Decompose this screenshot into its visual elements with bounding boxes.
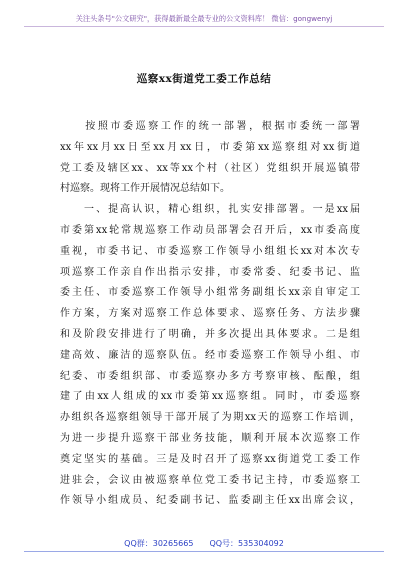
- body-line: 和及阶段安排进行了明确，并多次提出具体要求。二是组: [60, 328, 360, 340]
- body-line: 纪委、市委组织部、市委巡察办多方考察审核、酝酿，组: [60, 370, 360, 382]
- body-line: 委主任、市委巡察工作领导小组常务副组长xx亲自审定工: [60, 287, 360, 299]
- footer-divider: [24, 551, 384, 552]
- document-body: [60, 117, 360, 512]
- body-line: 进驻会，会议由被巡察单位党工委书记主持，市委巡察工: [60, 474, 360, 486]
- footer-contact: QQ群：30265665 QQ号：535304092: [124, 539, 284, 548]
- header-divider: [24, 26, 384, 27]
- body-line: 市委第xx轮常规巡察工作动员部署会召开后，xx市委高度: [60, 224, 360, 236]
- body-line: 作领导小组成员、纪委副书记、监委副主任xx出席会议，: [60, 495, 360, 507]
- body-line: 重视，市委书记、市委巡察工作领导小组组长xx对本次专: [60, 245, 360, 257]
- header-banner: 关注头条号"公文研究"，获得最新最全最专业的公文资料库！ 微信：gongwenyj: [75, 14, 333, 23]
- document-title: 巡察xx街道党工委工作总结: [136, 73, 272, 85]
- body-line: 党工委及辖区xx、xx等xx个村（社区）党组织开展巡镇带: [60, 162, 360, 174]
- body-line: 按照市委巡察工作的统一部署，根据市委统一部署: [60, 121, 360, 132]
- body-line: 办组织各巡察组领导干部开展了为期xx天的巡察工作培训，: [60, 412, 360, 424]
- body-line: 建高效、廉洁的巡察队伍。经市委巡察工作领导小组、市: [60, 349, 360, 361]
- body-line: 奠定坚实的基础。三是及时召开了巡察xx街道党工委工作: [60, 453, 360, 465]
- body-line: 建了由xx人组成的xx市委第xx巡察组。同时，市委巡察: [60, 391, 360, 403]
- body-line: 项巡察工作亲自作出指示安排，市委常委、纪委书记、监: [60, 266, 360, 278]
- body-line: xx年xx月xx日至xx月xx日，市委第xx巡察组对xx街道: [60, 141, 360, 153]
- body-line: 一、提高认识，精心组织，扎实安排部署。一是xx届: [60, 204, 360, 216]
- body-line: 村巡察。现将工作开展情况总结如下。: [60, 183, 230, 195]
- body-line: 作方案，方案对巡察工作总体要求、巡察任务、方法步骤: [60, 308, 360, 320]
- body-line: 为进一步提升巡察干部业务技能，顺利开展本次巡察工作: [60, 432, 360, 444]
